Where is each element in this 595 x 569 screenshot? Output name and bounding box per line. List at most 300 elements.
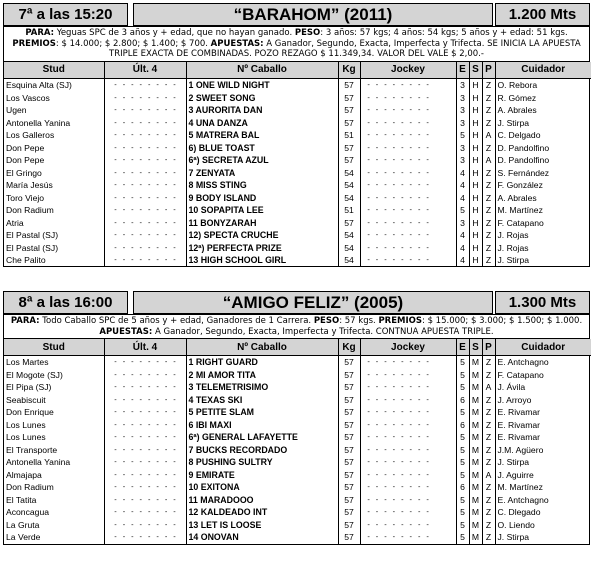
coat-cell: Z <box>482 204 495 217</box>
weight-cell: 57 <box>338 91 360 104</box>
trainer-cell: S. Fernández <box>495 166 591 179</box>
sex-cell: M <box>469 394 482 407</box>
jockey-cell: - - - - - - - - <box>360 356 456 369</box>
trainer-cell: A. Abrales <box>495 191 591 204</box>
weight-cell: 57 <box>338 444 360 457</box>
stud-cell: Almajapa <box>6 469 42 480</box>
coat-cell: Z <box>482 141 495 154</box>
table-row <box>4 419 591 432</box>
horse-cell: 3 TELEMETRISIMO <box>186 381 338 394</box>
column-header: S <box>469 339 482 356</box>
age-cell: 5 <box>456 406 469 419</box>
stud-cell: El Transporte <box>6 444 58 455</box>
sex-cell: H <box>469 229 482 242</box>
stud-cell: Don Pepe <box>6 155 45 166</box>
weight-cell: 54 <box>338 241 360 254</box>
sex-cell: H <box>469 154 482 167</box>
coat-cell: Z <box>482 494 495 507</box>
stud-cell: El Tatita <box>6 494 37 505</box>
table-row <box>4 78 591 91</box>
weight-cell: 57 <box>338 481 360 494</box>
age-cell: 4 <box>456 229 469 242</box>
trainer-cell: J.M. Agüero <box>495 444 591 457</box>
jockey-cell: - - - - - - - - <box>360 104 456 117</box>
sex-cell: M <box>469 419 482 432</box>
table-row <box>4 141 591 154</box>
jockey-cell: - - - - - - - - <box>360 241 456 254</box>
coat-cell: Z <box>482 78 495 91</box>
jockey-cell: - - - - - - - - <box>360 531 456 544</box>
column-header: Stud <box>4 62 104 79</box>
table-row <box>4 104 591 117</box>
jockey-cell: - - - - - - - - <box>360 506 456 519</box>
weight-cell: 57 <box>338 356 360 369</box>
age-cell: 3 <box>456 104 469 117</box>
sex-cell: H <box>469 191 482 204</box>
horse-cell: 13 LET IS LOOSE <box>186 519 338 532</box>
horse-cell: 4 UNA DANZA <box>186 116 338 129</box>
jockey-cell: - - - - - - - - <box>360 444 456 457</box>
trainer-cell: D. Pandolfino <box>495 154 591 167</box>
column-header: P <box>482 62 495 79</box>
column-header: Últ. 4 <box>104 62 186 79</box>
trainer-cell: E. Antchagno <box>495 494 591 507</box>
age-cell: 5 <box>456 356 469 369</box>
horse-cell: 9 BODY ISLAND <box>186 191 338 204</box>
trainer-cell: J. Stirpa <box>495 531 591 544</box>
age-cell: 3 <box>456 141 469 154</box>
trainer-cell: E. Rivamar <box>495 431 591 444</box>
last-four-cell: - - - - - - - - <box>104 394 186 407</box>
age-cell: 3 <box>456 154 469 167</box>
weight-cell: 57 <box>338 394 360 407</box>
sex-cell: M <box>469 494 482 507</box>
sex-cell: M <box>469 506 482 519</box>
sex-cell: M <box>469 481 482 494</box>
sex-cell: M <box>469 531 482 544</box>
jockey-cell: - - - - - - - - <box>360 456 456 469</box>
age-cell: 5 <box>456 456 469 469</box>
age-cell: 5 <box>456 444 469 457</box>
age-cell: 5 <box>456 369 469 382</box>
age-cell: 5 <box>456 381 469 394</box>
weight-cell: 57 <box>338 494 360 507</box>
column-header: Nº Caballo <box>186 62 338 79</box>
column-header: Jockey <box>360 339 456 356</box>
age-cell: 6 <box>456 394 469 407</box>
horse-cell: 7 BUCKS RECORDADO <box>186 444 338 457</box>
jockey-cell: - - - - - - - - <box>360 369 456 382</box>
column-header: Cuidador <box>495 339 591 356</box>
coat-cell: Z <box>482 431 495 444</box>
coat-cell: Z <box>482 241 495 254</box>
table-row <box>4 166 591 179</box>
weight-cell: 57 <box>338 116 360 129</box>
last-four-cell: - - - - - - - - <box>104 406 186 419</box>
stud-cell: Los Lunes <box>6 432 46 443</box>
stud-cell: El Gringo <box>6 167 42 178</box>
jockey-cell: - - - - - - - - <box>360 154 456 167</box>
age-cell: 5 <box>456 531 469 544</box>
coat-cell: A <box>482 381 495 394</box>
race-name: “AMIGO FELIZ” (2005) <box>133 291 493 314</box>
coat-cell: Z <box>482 116 495 129</box>
coat-cell: A <box>482 129 495 142</box>
table-row <box>4 191 591 204</box>
last-four-cell: - - - - - - - - <box>104 179 186 192</box>
trainer-cell: C. Delgado <box>495 129 591 142</box>
sex-cell: M <box>469 381 482 394</box>
last-four-cell: - - - - - - - - <box>104 166 186 179</box>
horse-cell: 11 MARADOOO <box>186 494 338 507</box>
stud-cell: La Verde <box>6 532 41 543</box>
jockey-cell: - - - - - - - - <box>360 191 456 204</box>
last-four-cell: - - - - - - - - <box>104 254 186 267</box>
table-row <box>4 481 591 494</box>
race-header <box>3 3 590 26</box>
weight-cell: 51 <box>338 204 360 217</box>
trainer-cell: F. Catapano <box>495 216 591 229</box>
sex-cell: H <box>469 141 482 154</box>
horse-cell: 8 PUSHING SULTRY <box>186 456 338 469</box>
table-row <box>4 229 591 242</box>
age-cell: 5 <box>456 204 469 217</box>
weight-cell: 57 <box>338 419 360 432</box>
last-four-cell: - - - - - - - - <box>104 519 186 532</box>
coat-cell: Z <box>482 369 495 382</box>
jockey-cell: - - - - - - - - <box>360 381 456 394</box>
jockey-cell: - - - - - - - - <box>360 179 456 192</box>
last-four-cell: - - - - - - - - <box>104 154 186 167</box>
last-four-cell: - - - - - - - - <box>104 531 186 544</box>
last-four-cell: - - - - - - - - <box>104 431 186 444</box>
horse-cell: 10 EXITONA <box>186 481 338 494</box>
sex-cell: H <box>469 204 482 217</box>
weight-cell: 54 <box>338 179 360 192</box>
horse-cell: 10 SOPAPITA LEE <box>186 204 338 217</box>
sex-cell: M <box>469 369 482 382</box>
column-header: Kg <box>338 339 360 356</box>
last-four-cell: - - - - - - - - <box>104 469 186 482</box>
jockey-cell: - - - - - - - - <box>360 204 456 217</box>
entries-table <box>4 339 591 544</box>
table-row <box>4 456 591 469</box>
weight-cell: 57 <box>338 381 360 394</box>
horse-cell: 7 ZENYATA <box>186 166 338 179</box>
table-row <box>4 204 591 217</box>
trainer-cell: F. Catapano <box>495 369 591 382</box>
weight-cell: 57 <box>338 216 360 229</box>
age-cell: 5 <box>456 129 469 142</box>
age-cell: 4 <box>456 241 469 254</box>
last-four-cell: - - - - - - - - <box>104 481 186 494</box>
horse-cell: 2 SWEET SONG <box>186 91 338 104</box>
table-row <box>4 519 591 532</box>
column-header: Kg <box>338 62 360 79</box>
horse-cell: 1 RIGHT GUARD <box>186 356 338 369</box>
stud-cell: Toro Viejo <box>6 192 45 203</box>
weight-cell: 57 <box>338 531 360 544</box>
stud-cell: La Gruta <box>6 519 40 530</box>
last-four-cell: - - - - - - - - <box>104 129 186 142</box>
stud-cell: El Pastal (SJ) <box>6 230 59 241</box>
table-row <box>4 494 591 507</box>
sex-cell: H <box>469 116 482 129</box>
table-row <box>4 444 591 457</box>
sex-cell: H <box>469 166 482 179</box>
trainer-cell: J. Stirpa <box>495 254 591 267</box>
horse-cell: 12ª) PERFECTA PRIZE <box>186 241 338 254</box>
last-four-cell: - - - - - - - - <box>104 456 186 469</box>
weight-cell: 54 <box>338 191 360 204</box>
table-row <box>4 91 591 104</box>
trainer-cell: J. Stirpa <box>495 116 591 129</box>
age-cell: 3 <box>456 91 469 104</box>
age-cell: 4 <box>456 179 469 192</box>
last-four-cell: - - - - - - - - <box>104 78 186 91</box>
column-header: Nº Caballo <box>186 339 338 356</box>
stud-cell: Antonella Yanina <box>6 117 71 128</box>
last-four-cell: - - - - - - - - <box>104 104 186 117</box>
sex-cell: H <box>469 104 482 117</box>
trainer-cell: R. Gómez <box>495 91 591 104</box>
coat-cell: Z <box>482 444 495 457</box>
jockey-cell: - - - - - - - - <box>360 481 456 494</box>
coat-cell: Z <box>482 191 495 204</box>
last-four-cell: - - - - - - - - <box>104 229 186 242</box>
jockey-cell: - - - - - - - - <box>360 469 456 482</box>
race-header <box>3 291 590 314</box>
column-header: S <box>469 62 482 79</box>
last-four-cell: - - - - - - - - <box>104 204 186 217</box>
horse-cell: 5 PETITE SLAM <box>186 406 338 419</box>
table-row <box>4 179 591 192</box>
last-four-cell: - - - - - - - - <box>104 381 186 394</box>
sex-cell: H <box>469 179 482 192</box>
column-header: E <box>456 339 469 356</box>
sex-cell: H <box>469 78 482 91</box>
weight-cell: 57 <box>338 369 360 382</box>
entries-table <box>4 62 591 267</box>
stud-cell: Don Pepe <box>6 142 45 153</box>
weight-cell: 54 <box>338 166 360 179</box>
stud-cell: Esquina Alta (SJ) <box>6 80 72 91</box>
weight-cell: 57 <box>338 469 360 482</box>
horse-cell: 6) BLUE TOAST <box>186 141 338 154</box>
jockey-cell: - - - - - - - - <box>360 141 456 154</box>
weight-cell: 54 <box>338 254 360 267</box>
table-row <box>4 116 591 129</box>
weight-cell: 57 <box>338 78 360 91</box>
coat-cell: Z <box>482 456 495 469</box>
jockey-cell: - - - - - - - - <box>360 116 456 129</box>
table-header-row <box>4 62 591 79</box>
table-row <box>4 394 591 407</box>
age-cell: 3 <box>456 78 469 91</box>
table-row <box>4 241 591 254</box>
table-row <box>4 356 591 369</box>
age-cell: 3 <box>456 116 469 129</box>
jockey-cell: - - - - - - - - <box>360 78 456 91</box>
stud-cell: Seabiscuit <box>6 394 46 405</box>
stud-cell: Los Vascos <box>6 92 50 103</box>
trainer-cell: A. Abrales <box>495 104 591 117</box>
weight-cell: 54 <box>338 229 360 242</box>
weight-cell: 57 <box>338 431 360 444</box>
table-row <box>4 381 591 394</box>
last-four-cell: - - - - - - - - <box>104 369 186 382</box>
coat-cell: A <box>482 469 495 482</box>
horse-cell: 9 EMIRATE <box>186 469 338 482</box>
race-frame <box>3 314 590 545</box>
age-cell: 5 <box>456 469 469 482</box>
sex-cell: M <box>469 444 482 457</box>
coat-cell: Z <box>482 394 495 407</box>
coat-cell: Z <box>482 519 495 532</box>
jockey-cell: - - - - - - - - <box>360 216 456 229</box>
trainer-cell: J. Rojas <box>495 241 591 254</box>
sex-cell: H <box>469 241 482 254</box>
trainer-cell: J. Ávila <box>495 381 591 394</box>
race-conditions: PARA: Yeguas SPC de 3 años y + edad, que no hayan ganado. PESO: 3 años: 57 kgs; 4 años: 54 kgs; 5 años y + edad: 51 kgs. PREMIOS: $ 14.000; $ 2.800; $ 1.400; $ 700. APUESTAS: A Ganador, Segundo, Exacta, Imperfecta y Trifecta. SE INICIA LA APUESTA TRIPLE EXACTA DE COMBINADAS. POZO REZAGO $ 11.349,34. VALOR DEL VALE $ 2,00.- <box>4 27 589 62</box>
table-row <box>4 506 591 519</box>
trainer-cell: M. Martínez <box>495 204 591 217</box>
age-cell: 5 <box>456 494 469 507</box>
sex-cell: M <box>469 356 482 369</box>
stud-cell: El Pastal (SJ) <box>6 242 59 253</box>
coat-cell: Z <box>482 531 495 544</box>
weight-cell: 57 <box>338 154 360 167</box>
horse-cell: 14 ONOVAN <box>186 531 338 544</box>
sex-cell: M <box>469 456 482 469</box>
age-cell: 5 <box>456 519 469 532</box>
stud-cell: María Jesús <box>6 180 53 191</box>
table-row <box>4 129 591 142</box>
coat-cell: Z <box>482 91 495 104</box>
stud-cell: Don Enrique <box>6 407 54 418</box>
jockey-cell: - - - - - - - - <box>360 394 456 407</box>
table-row <box>4 469 591 482</box>
jockey-cell: - - - - - - - - <box>360 166 456 179</box>
age-cell: 4 <box>456 166 469 179</box>
stud-cell: Ugen <box>6 105 27 116</box>
horse-cell: 2 MI AMOR TITA <box>186 369 338 382</box>
coat-cell: Z <box>482 481 495 494</box>
trainer-cell: E. Rivamar <box>495 419 591 432</box>
column-header: Cuidador <box>495 62 591 79</box>
race-8 <box>3 291 590 545</box>
last-four-cell: - - - - - - - - <box>104 356 186 369</box>
weight-cell: 57 <box>338 519 360 532</box>
coat-cell: Z <box>482 356 495 369</box>
trainer-cell: J. Aguirre <box>495 469 591 482</box>
weight-cell: 57 <box>338 104 360 117</box>
horse-cell: 5 MATRERA BAL <box>186 129 338 142</box>
stud-cell: Los Martes <box>6 357 49 368</box>
table-row <box>4 216 591 229</box>
last-four-cell: - - - - - - - - <box>104 241 186 254</box>
trainer-cell: E. Rivamar <box>495 406 591 419</box>
sex-cell: H <box>469 91 482 104</box>
trainer-cell: C. Dlegado <box>495 506 591 519</box>
horse-cell: 3 AURORITA DAN <box>186 104 338 117</box>
last-four-cell: - - - - - - - - <box>104 216 186 229</box>
sex-cell: H <box>469 216 482 229</box>
jockey-cell: - - - - - - - - <box>360 254 456 267</box>
stud-cell: Don Radium <box>6 205 54 216</box>
trainer-cell: J. Stirpa <box>495 456 591 469</box>
age-cell: 5 <box>456 506 469 519</box>
trainer-cell: M. Martínez <box>495 481 591 494</box>
stud-cell: El Mogote (SJ) <box>6 369 63 380</box>
jockey-cell: - - - - - - - - <box>360 519 456 532</box>
sex-cell: H <box>469 129 482 142</box>
age-cell: 4 <box>456 254 469 267</box>
trainer-cell: O. Rebora <box>495 78 591 91</box>
race-conditions: PARA: Todo Caballo SPC de 5 años y + edad, Ganadores de 1 Carrera. PESO: 57 kgs. PREMIOS: $ 15.000; $ 3.000; $ 1.500; $ 1.000. APUESTAS: A Ganador, Segundo, Exacta, Imperfecta y Trifecta. CONTNUA APUESTA TRIPLE. <box>4 315 589 339</box>
jockey-cell: - - - - - - - - <box>360 494 456 507</box>
table-row <box>4 254 591 267</box>
jockey-cell: - - - - - - - - <box>360 129 456 142</box>
coat-cell: A <box>482 154 495 167</box>
stud-cell: Los Galleros <box>6 130 55 141</box>
last-four-cell: - - - - - - - - <box>104 444 186 457</box>
race-distance: 1.200 Mts <box>495 3 590 26</box>
age-cell: 4 <box>456 191 469 204</box>
age-cell: 5 <box>456 431 469 444</box>
column-header: Jockey <box>360 62 456 79</box>
race-number-time: 7ª a las 15:20 <box>3 3 128 26</box>
trainer-cell: E. Antchagno <box>495 356 591 369</box>
horse-cell: 4 TEXAS SKI <box>186 394 338 407</box>
horse-cell: 6 IBI MAXI <box>186 419 338 432</box>
last-four-cell: - - - - - - - - <box>104 191 186 204</box>
coat-cell: Z <box>482 179 495 192</box>
sex-cell: M <box>469 431 482 444</box>
table-row <box>4 406 591 419</box>
horse-cell: 13 HIGH SCHOOL GIRL <box>186 254 338 267</box>
coat-cell: Z <box>482 216 495 229</box>
weight-cell: 57 <box>338 456 360 469</box>
stud-cell: Los Lunes <box>6 419 46 430</box>
jockey-cell: - - - - - - - - <box>360 229 456 242</box>
weight-cell: 57 <box>338 141 360 154</box>
sex-cell: H <box>469 254 482 267</box>
trainer-cell: J. Arroyo <box>495 394 591 407</box>
last-four-cell: - - - - - - - - <box>104 116 186 129</box>
jockey-cell: - - - - - - - - <box>360 91 456 104</box>
jockey-cell: - - - - - - - - <box>360 419 456 432</box>
stud-cell: Atria <box>6 217 24 228</box>
weight-cell: 51 <box>338 129 360 142</box>
trainer-cell: O. Liendo <box>495 519 591 532</box>
last-four-cell: - - - - - - - - <box>104 506 186 519</box>
last-four-cell: - - - - - - - - <box>104 141 186 154</box>
table-row <box>4 369 591 382</box>
last-four-cell: - - - - - - - - <box>104 419 186 432</box>
last-four-cell: - - - - - - - - <box>104 91 186 104</box>
column-header: Stud <box>4 339 104 356</box>
stud-cell: El Pipa (SJ) <box>6 382 52 393</box>
race-frame <box>3 26 590 267</box>
horse-cell: 6ª) GENERAL LAFAYETTE <box>186 431 338 444</box>
jockey-cell: - - - - - - - - <box>360 431 456 444</box>
table-row <box>4 531 591 544</box>
horse-cell: 12) SPECTA CRUCHE <box>186 229 338 242</box>
coat-cell: Z <box>482 406 495 419</box>
race-7 <box>3 3 590 267</box>
sex-cell: M <box>469 469 482 482</box>
